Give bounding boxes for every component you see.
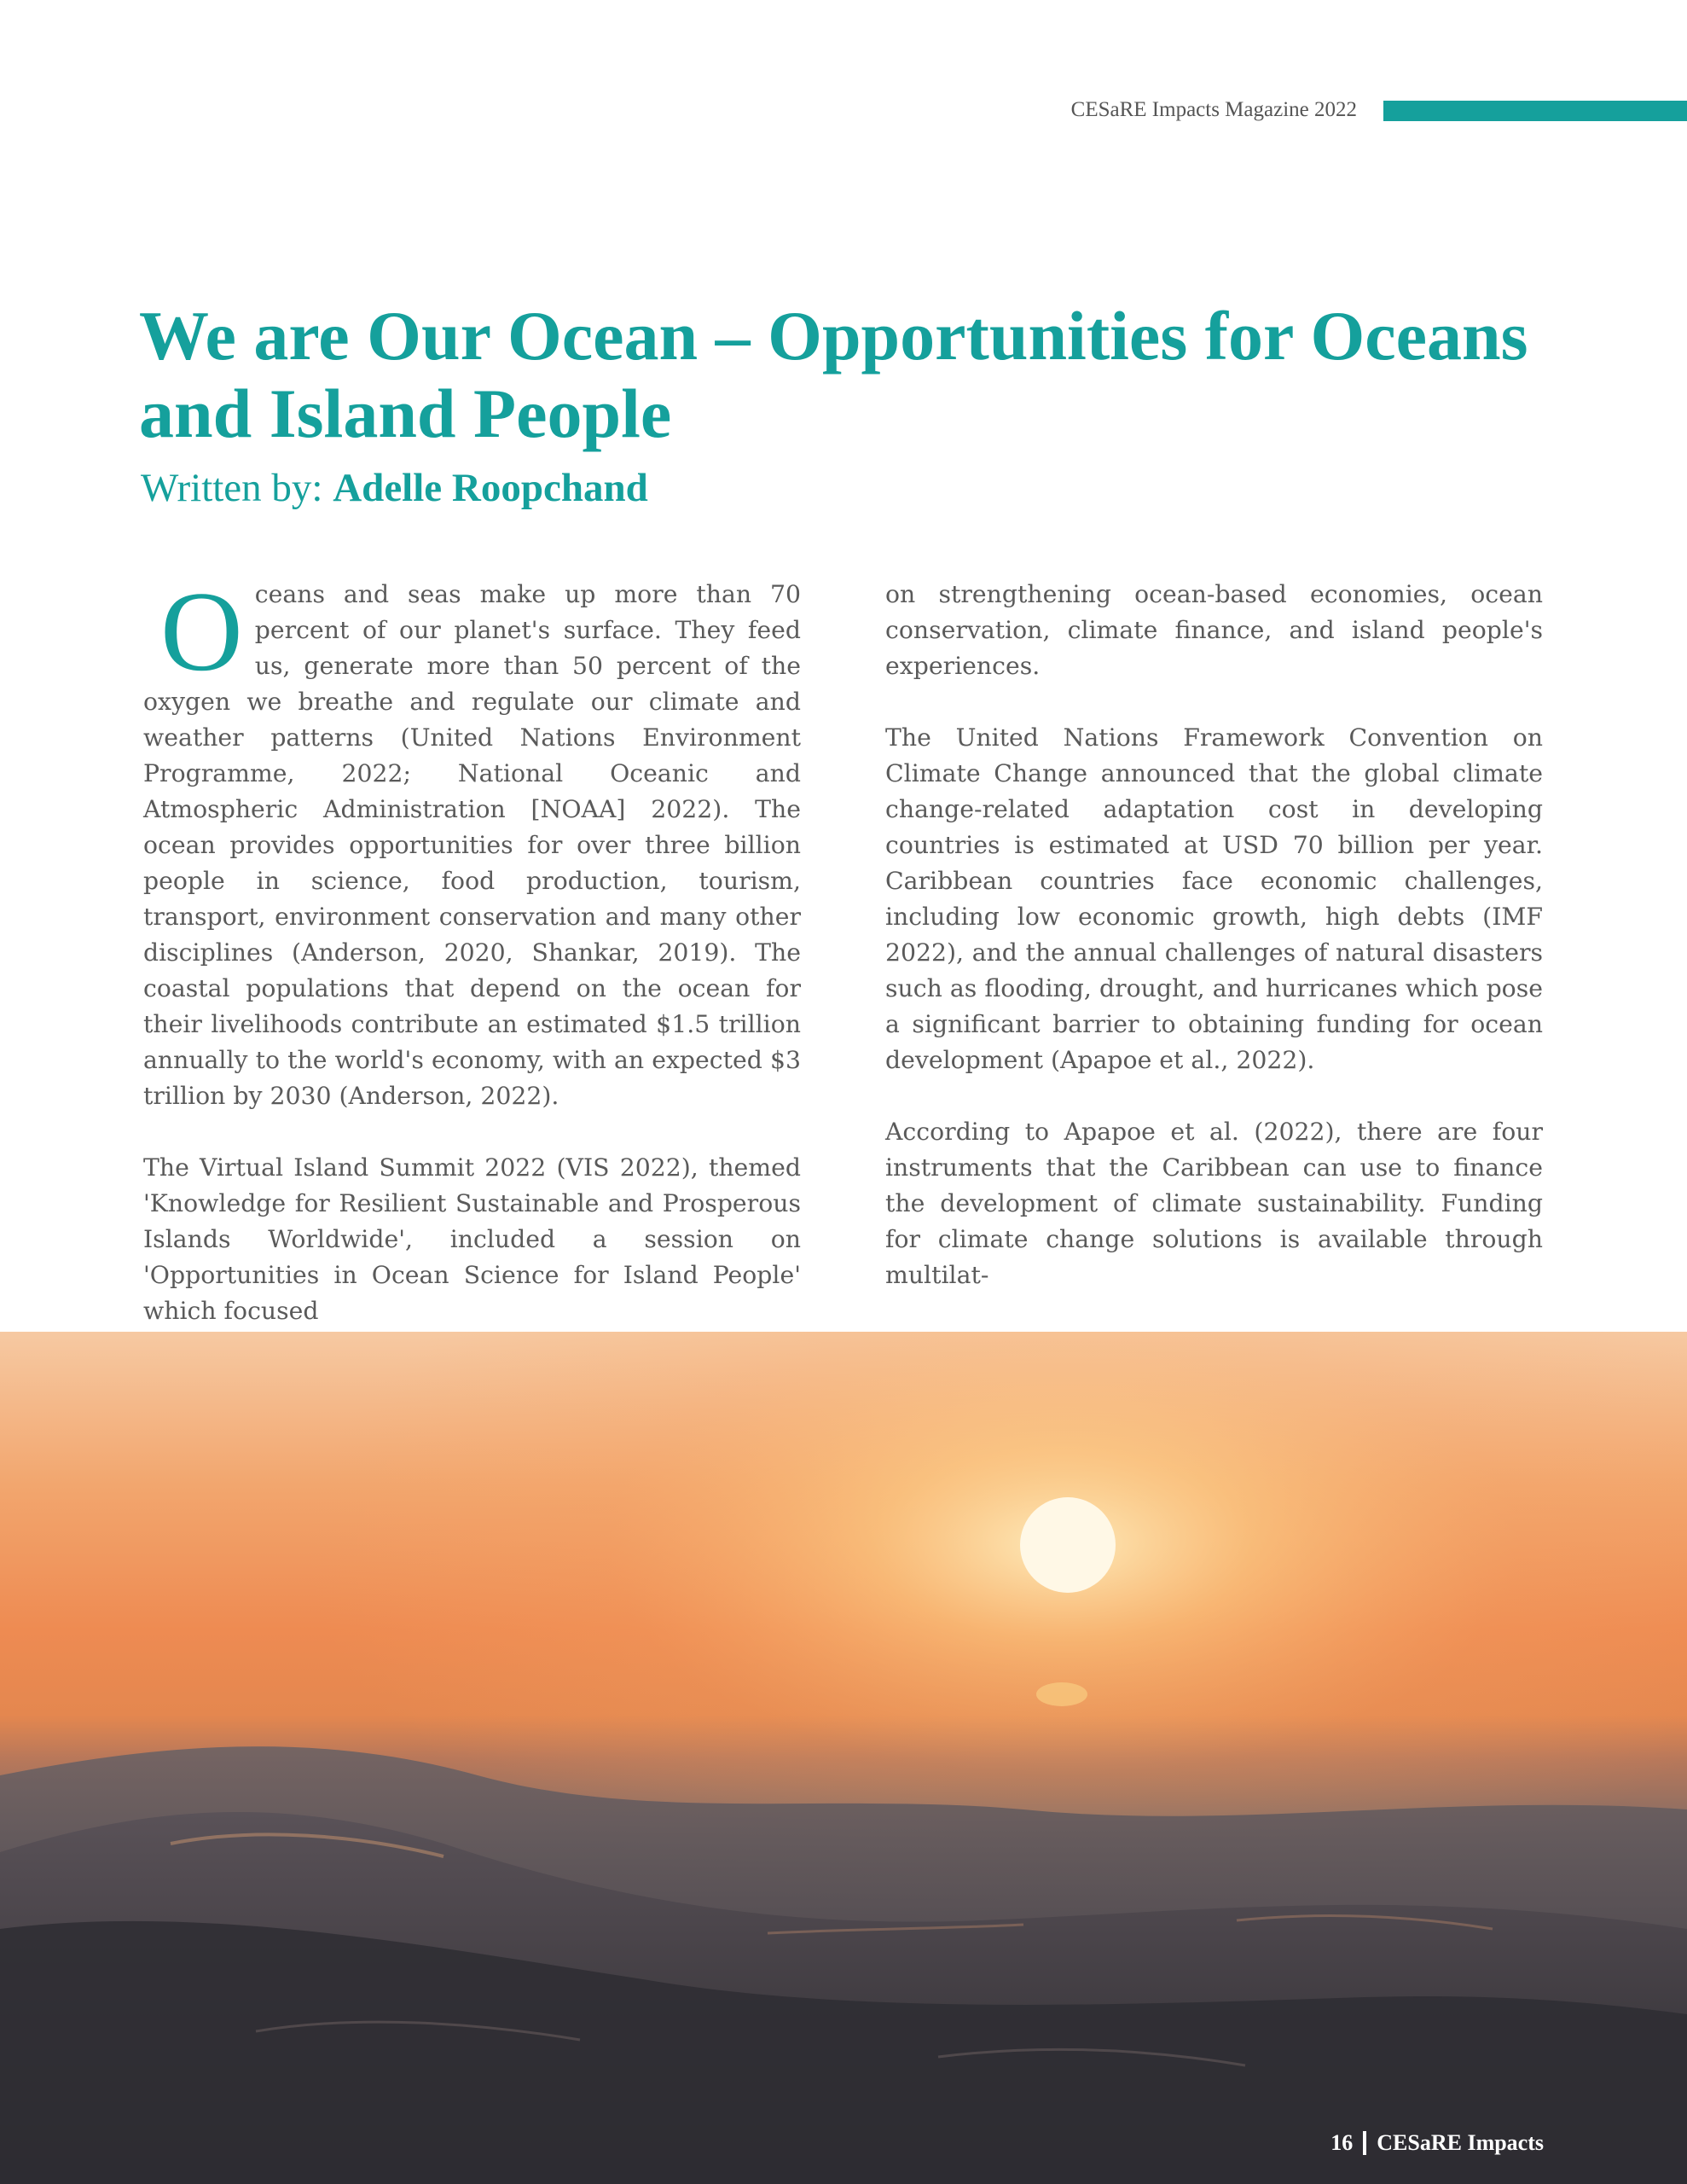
paragraph: The United Nations Framework Convention on Climate Change announced that the global climate change-related adaptation cost in developing countries is estimated at USD 70 billion per year. Caribbean countries face economic challenges, including low economic growth, high debts (IMF 2022), and the annual challenges of natural disasters such as flooding, drought, and hurricanes which pose a significant barrier to obtaining funding for ocean development (Apapoe et al., 2022). (885, 723, 1543, 1074)
left-column (143, 568, 801, 1365)
paragraph (143, 568, 801, 1114)
page-number: 16 (1330, 2130, 1354, 2155)
sun-icon (1020, 1497, 1116, 1593)
header-accent-bar (1383, 101, 1687, 121)
page-footer (1330, 2130, 1544, 2156)
drop-cap: O (160, 568, 243, 694)
sunset-ocean-photo (0, 1332, 1687, 2184)
right-column (885, 577, 1543, 1329)
publication-name: CESaRE Impacts (1377, 2130, 1544, 2155)
paragraph: on strengthening ocean-based economies, ocean conservation, climate finance, and island people's experiences. (885, 580, 1543, 680)
paragraph-text: ceans and seas make up more than 70 percent of our planet's surface. They feed us, generate more than 50 percent of the oxygen we breathe and regulate our climate and weather patterns (United Nations Environment Programme, 2022; National Oceanic and Atmospheric Administration [NOAA] 2022). The ocean provides opportunities for over three billion people in science, food production, tourism, transport, environment conservation and many other disciplines (Anderson, 2020, Shankar, 2019). The coastal populations that depend on the ocean for their livelihoods contribute an estimated $1.5 trillion annually to the world's economy, with an expected $3 trillion by 2030 (Anderson, 2022). (143, 580, 801, 1110)
magazine-header: CESaRE Impacts Magazine 2022 (1070, 98, 1357, 121)
article-title: We are Our Ocean – Opportunities for Oceans and Island People (139, 297, 1528, 452)
byline (141, 465, 648, 511)
paragraph: The Virtual Island Summit 2022 (VIS 2022), themed 'Knowledge for Resilient Sustainable and Prosperous Islands Worldwide', included a session on 'Opportunities in Ocean Science for Island People' which focused (143, 1153, 801, 1325)
footer-separator (1363, 2131, 1366, 2155)
paragraph: According to Apapoe et al. (2022), there are four instruments that the Caribbean can use to finance the development of climate sustainability. Funding for climate change solutions is available through multilat- (885, 1118, 1543, 1289)
byline-prefix: Written by: (141, 466, 323, 510)
author-name: Adelle Roopchand (333, 466, 648, 510)
